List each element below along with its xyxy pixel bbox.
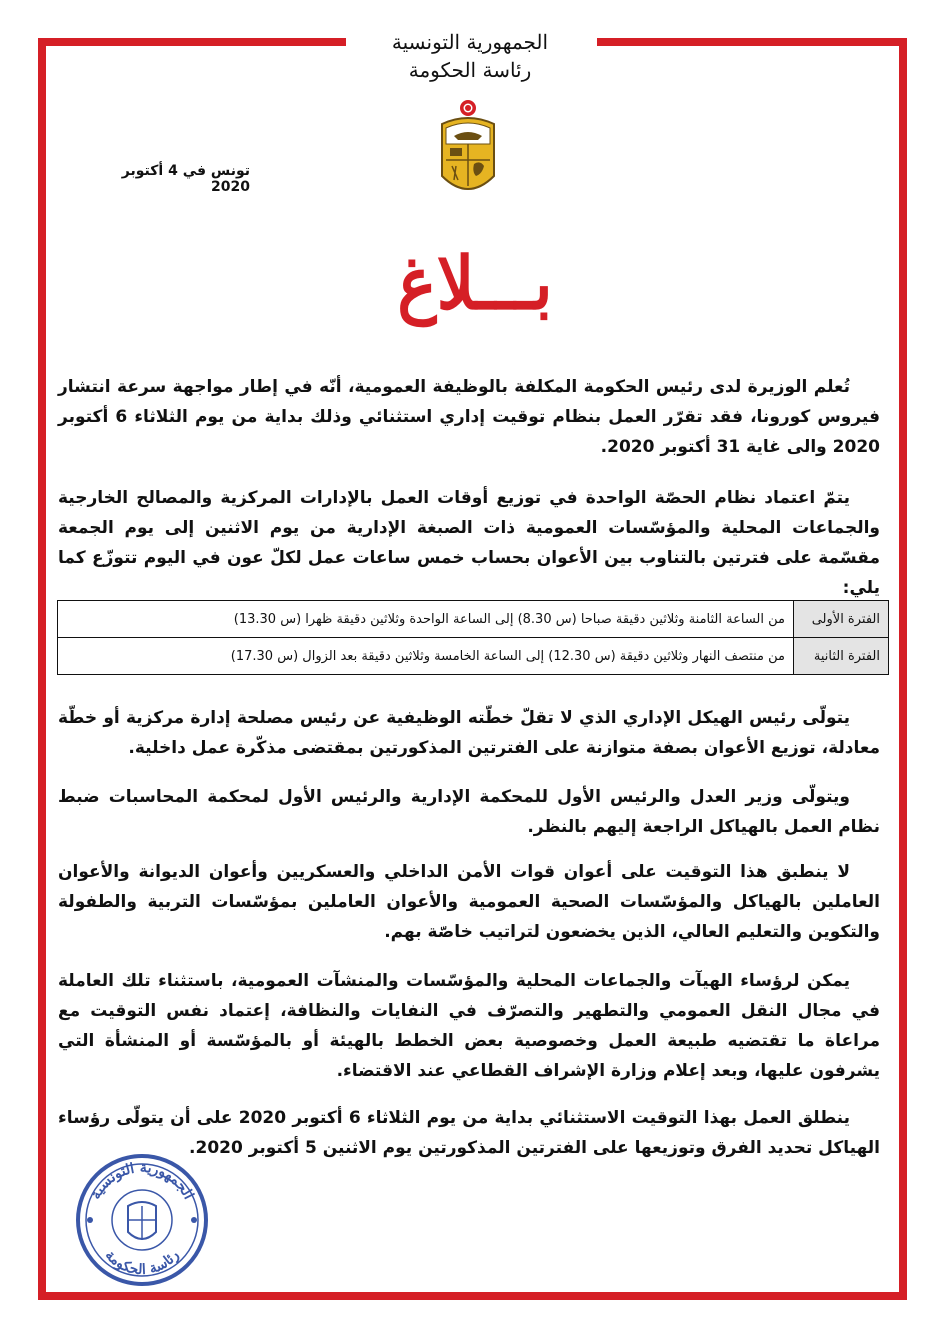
paragraph-6: يمكن لرؤساء الهيآت والجماعات المحلية والمؤسّسات والمنشآت العمومية، باستثناء تلك العاملة في مجال النقل العمومي والتطهير والتصرّف في النفايات والنظافة، إعتماد نفس التوقيت مع مراعاة ما تقتضيه طبيعة العمل وخصوصية بعض الخطط بالهيئة أو بالمؤسّسة أو المنشأة التي يشرفون عليها، وبعد إعلام وزارة الإشراف القطاعي عند الاقتضاء. (58, 971, 880, 1081)
frame-left (38, 38, 46, 1300)
paragraph-7: ينطلق العمل بهذا التوقيت الاستثنائي بداية من يوم الثلاثاء 6 أكتوبر 2020 على أن يتولّى رؤساء الهياكل تحديد الفرق وتوزيعها على الفترتين المذكورتين يوم الاثنين 5 أكتوبر 2020. (58, 1108, 880, 1158)
schedule-row-2 (58, 638, 889, 675)
header-presidency: رئاسة الحكومة (408, 58, 532, 82)
schedule-row-1 (58, 601, 889, 638)
document-title: بـــلاغ (397, 240, 553, 326)
schedule-label-2: الفترة الثانية (794, 638, 889, 675)
paragraph-3: يتولّى رئيس الهيكل الإداري الذي لا تقلّ خطّته الوظيفية عن رئيس مصلحة إدارة مركزية أو خطّة معادلة، توزيع الأعوان بصفة متوازنة على الفترتين المذكورتين بمقتضى مذكّرة عمل داخلية. (58, 708, 880, 758)
schedule-table (57, 600, 889, 675)
official-seal-icon (72, 1150, 212, 1290)
document-date: تونس في 4 أكتوبر 2020 (121, 163, 250, 195)
paragraph-4: ويتولّى وزير العدل والرئيس الأول للمحكمة الإدارية والرئيس الأول لمحكمة المحاسبات ضبط نظام العمل بالهياكل الراجعة إليهم بالنظر. (58, 787, 880, 837)
schedule-label-1: الفترة الأولى (794, 601, 889, 638)
schedule-text-1: من الساعة الثامنة وثلاثين دقيقة صباحا (س 8.30) إلى الساعة الواحدة وثلاثين دقيقة ظهرا (س 13.30) (58, 601, 794, 638)
paragraph-2: يتمّ اعتماد نظام الحصّة الواحدة في توزيع أوقات العمل بالإدارات المركزية والمصالح الخارجية والجماعات المحلية والمؤسّسات العمومية ذات الصبغة الإدارية من يوم الاثنين إلى يوم الجمعة مقسّمة على فترتين بالتناوب بين الأعوان بحساب خمس ساعات عمل لكلّ عون في اليوم تتوزّع كما يلي: (58, 488, 880, 598)
paragraph-5: لا ينطبق هذا التوقيت على أعوان قوات الأمن الداخلي والعسكريين وأعوان الديوانة والأعوان العاملين بالهياكل والمؤسّسات الصحية العمومية والأعوان العاملين بمؤسّسات التربية والطفولة والتكوين والتعليم العالي، الذين يخضعون لتراتيب خاصّة بهم. (58, 862, 880, 942)
paragraph-1: تُعلم الوزيرة لدى رئيس الحكومة المكلفة بالوظيفة العمومية، أنّه في إطار مواجهة سرعة انتشار فيروس كورونا، فقد تقرّر العمل بنظام توقيت إداري استثنائي وذلك بداية من يوم الثلاثاء 6 أكتوبر 2020 والى غاية 31 أكتوبر 2020. (58, 377, 880, 457)
header-republic: الجمهورية التونسية (391, 30, 549, 54)
frame-top-right (597, 38, 907, 46)
frame-bottom (38, 1292, 907, 1300)
letterhead (345, 28, 595, 84)
tunisia-coat-of-arms-icon (432, 98, 504, 208)
schedule-text-2: من منتصف النهار وثلاثين دقيقة (س 12.30) إلى الساعة الخامسة وثلاثين دقيقة بعد الزوال (س 17.30) (58, 638, 794, 675)
svg-text:الجمهورية التونسية: الجمهورية التونسية (87, 1159, 197, 1203)
frame-right (899, 38, 907, 1300)
svg-text:رئاسة الحكومة: رئاسة الحكومة (101, 1247, 183, 1279)
frame-top-left (38, 38, 346, 46)
